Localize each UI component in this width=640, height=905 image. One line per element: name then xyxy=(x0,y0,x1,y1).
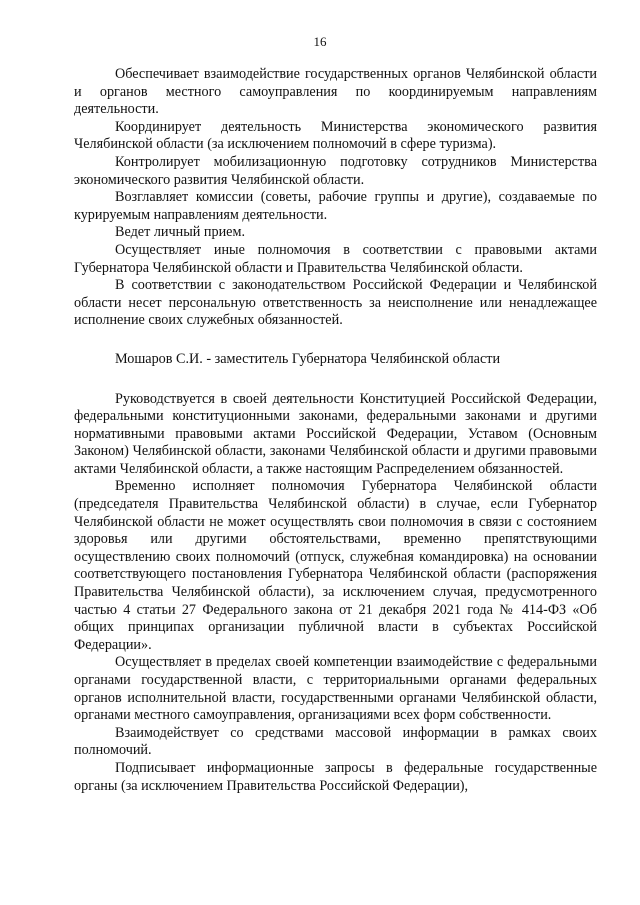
paragraph: Возглавляет комиссии (советы, рабочие группы и другие), создаваемые по курируемым направлениям деятельности. xyxy=(74,189,597,223)
section-heading: Мошаров С.И. - заместитель Губернатора Челябинской области xyxy=(115,350,501,367)
document-body xyxy=(74,66,597,795)
paragraph: Временно исполняет полномочия Губернатора Челябинской области (председателя Правительства Челябинской области) в случае, если Губернатор Челябинской области не может осуществлять свои полномочия в связи с состоянием здоровья или другими обстоятельствами, временно препятствующими осуществлению своих полномочий (отпуск, служебная командировка) на основании соответствующего постановления Губернатора Челябинской области (распоряжения Правительства Челябинской области), за исключением случая, предусмотренного частью 4 статьи 27 Федерального закона от 21 декабря 2021 года № 414-ФЗ «Об общих принципах организации публичной власти в субъектах Российской Федерации». xyxy=(74,478,597,653)
paragraph: Обеспечивает взаимодействие государственных органов Челябинской области и органов местного самоуправления по координируемым направлениям деятельности. xyxy=(74,66,597,118)
paragraph: В соответствии с законодательством Российской Федерации и Челябинской области несет персональную ответственность за неисполнение или ненадлежащее исполнение своих служебных обязанностей. xyxy=(74,277,597,329)
paragraph: Осуществляет иные полномочия в соответствии с правовыми актами Губернатора Челябинской области и Правительства Челябинской области. xyxy=(74,241,597,276)
paragraph: Подписывает информационные запросы в федеральные государственные органы (за исключением Правительства Российской Федерации), xyxy=(74,759,597,794)
paragraph: Руководствуется в своей деятельности Конституцией Российской Федерации, федеральными конституционными законами, федеральными законами и другими нормативными правовыми актами Российской Федерации, Уставом (Основным Законом) Челябинской области, законами Челябинской области и другими правовыми актами Челябинской области, а также настоящим Распределением обязанностей. xyxy=(74,390,597,477)
paragraph: Ведет личный прием. xyxy=(115,224,246,241)
paragraph: Координирует деятельность Министерства экономического развития Челябинской области (за исключением полномочий в сфере туризма). xyxy=(74,118,597,153)
paragraph: Контролирует мобилизационную подготовку сотрудников Министерства экономического развития Челябинской области. xyxy=(74,153,597,188)
page-number: 16 xyxy=(313,34,327,49)
paragraph: Взаимодействует со средствами массовой информации в рамках своих полномочий. xyxy=(74,724,597,759)
paragraph: Осуществляет в пределах своей компетенции взаимодействие с федеральными органами государственной власти, с территориальными органами федеральных органов исполнительной власти, государственными органами Челябинской области, органами местного самоуправления, организациями всех форм собственности. xyxy=(74,654,597,724)
